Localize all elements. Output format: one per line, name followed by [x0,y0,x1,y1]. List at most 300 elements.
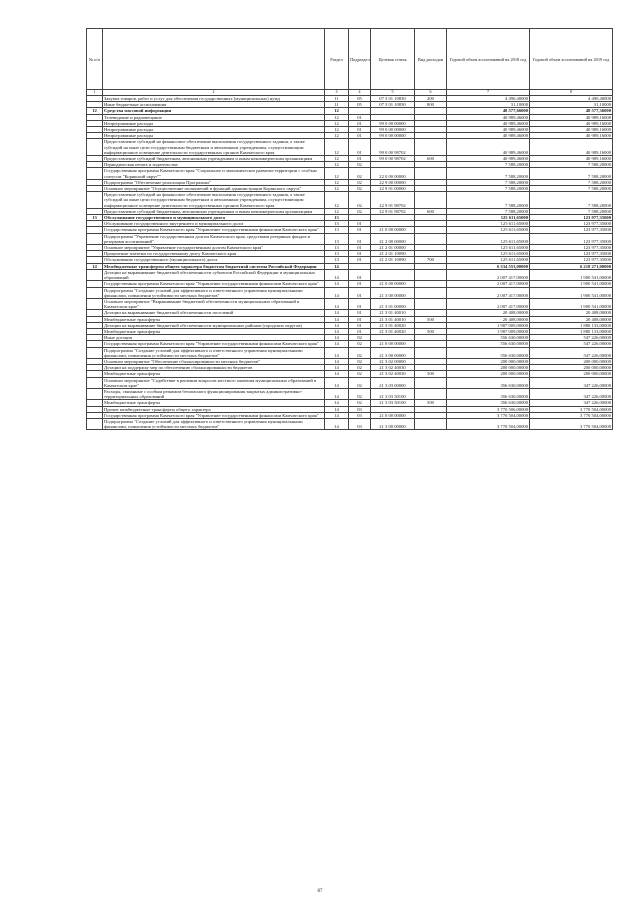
row-name: Государственная программа Камчатского края "Социальное и экономическое развитие территории с особым статусом "Корякский округ"" [103,168,325,179]
row-number [87,269,103,280]
row-vol-2019: 40 989,16000 [530,139,613,156]
row-vol-2019: 7 588,20000 [530,179,613,185]
row-name: Основное мероприятие "Выравнивание бюджетной обеспеченности муниципальных образований в Камчатском крае" [103,298,325,309]
row-subsection: 01 [349,257,371,263]
row-target: 21 3 02 40030 [371,371,415,377]
row-vol-2019: 3 770 504,00000 [530,412,613,418]
row-vol-2019: 123 977,35000 [530,221,613,227]
row-vol-2018: 7 588,20000 [447,186,530,192]
row-name: Дотации на выравнивание бюджетной обеспеченности поселений [103,310,325,316]
row-expense-type [415,287,447,298]
row-vol-2018: 1 987 009,00000 [447,322,530,328]
row-section: 12 [325,114,349,120]
row-subsection: 03 [349,406,371,412]
row-vol-2018: 40 989,46000 [447,120,530,126]
row-expense-type [415,192,447,209]
row-section: 13 [325,251,349,257]
row-target: 21 2 00 00000 [371,233,415,244]
row-section: 12 [325,133,349,139]
row-subsection: 02 [349,168,371,179]
row-number [87,347,103,358]
row-vol-2018: 1 987 009,00000 [447,328,530,334]
row-subsection: 03 [349,412,371,418]
row-subsection: 01 [349,221,371,227]
row-section: 14 [325,322,349,328]
row-section: 14 [325,341,349,347]
row-name: Межбюджетные трансферты [103,400,325,406]
table-row [87,347,613,358]
row-name: Подпрограмма "Управление государственным долгом Камчатского края, средствами резервных фондов и резервами ассигнований" [103,233,325,244]
table-header-row [87,29,613,90]
row-name: Основное мероприятие "Осуществление полномочий и функций администрации Корякского округа" [103,186,325,192]
row-expense-type: 500 [415,316,447,322]
row-target: 07 3 01 10830 [371,102,415,108]
row-section: 12 [325,192,349,209]
table-row [87,418,613,429]
row-vol-2019: 48 577,36000 [530,108,613,114]
row-subsection: 02 [349,162,371,168]
row-vol-2019: 3 770 504,00000 [530,406,613,412]
row-target: 22 9 00 00000 [371,179,415,185]
row-subsection: 01 [349,328,371,334]
column-number: 5 [371,90,415,96]
row-target: 22 9 01 00000 [371,186,415,192]
row-vol-2018: 2 007 417,00000 [447,287,530,298]
row-expense-type [415,139,447,156]
row-vol-2019: 40 989,16000 [530,120,613,126]
row-number [87,298,103,309]
row-vol-2019: 123 977,35000 [530,215,613,221]
row-section: 11 [325,96,349,102]
row-number: 13 [87,215,103,221]
row-name: Непрограммные расходы [103,133,325,139]
row-name: Государственная программа Камчатского края "Управление государственными финансами Камчатского края" [103,281,325,287]
row-subsection: 02 [349,186,371,192]
row-expense-type [415,298,447,309]
row-section: 14 [325,377,349,388]
row-vol-2019: 1 900 541,00000 [530,287,613,298]
row-target: 21 3 00 00000 [371,287,415,298]
row-vol-2018: 3 770 506,00000 [447,406,530,412]
row-subsection: 02 [349,179,371,185]
row-vol-2018: 20 408,00000 [447,310,530,316]
row-vol-2019: 347 226,00000 [530,388,613,399]
header-vol-2019: Годовой объем ассигнований на 2019 год [530,29,613,90]
row-subsection: 01 [349,233,371,244]
row-vol-2018: 40 989,46000 [447,114,530,120]
row-name: Прочие межбюджетные трансферты общего характера [103,406,325,412]
row-vol-2019: 1 900 541,00000 [530,281,613,287]
row-vol-2019: 20 408,00000 [530,316,613,322]
column-number: 8 [530,90,613,96]
row-vol-2019: 7 588,20000 [530,186,613,192]
row-target: 21 2 01 10090 [371,257,415,263]
row-target: 22 9 01 98702 [371,208,415,214]
row-vol-2019: 547 226,00000 [530,335,613,341]
row-subsection: 01 [349,114,371,120]
row-subsection: 01 [349,298,371,309]
row-name: Иные бюджетные ассигнования [103,102,325,108]
row-section: 13 [325,227,349,233]
row-vol-2019: 1 880 133,00000 [530,322,613,328]
row-name: Телевидение и радиовещание [103,114,325,120]
row-name: Дотации на поддержку мер по обеспечению сбалансированности бюджетов [103,365,325,371]
row-vol-2018: 40 989,46000 [447,127,530,133]
row-subsection: 02 [349,358,371,364]
row-vol-2018: 125 611,65000 [447,251,530,257]
row-subsection: 01 [349,251,371,257]
row-vol-2018: 200 000,00000 [447,365,530,371]
row-name: Подпрограмма "Создание условий для эффективного и ответственного управления муниципальными финансами, повышения устойчивости местных бюджетов" [103,287,325,298]
row-section: 14 [325,358,349,364]
table-row [87,298,613,309]
row-vol-2018: 31,10000 [447,102,530,108]
row-target: 21 0 00 00000 [371,281,415,287]
row-name: Подпрограмма "Создание условий для эффективного и ответственного управления муниципальными финансами, повышения устойчивости местных бюджетов" [103,347,325,358]
row-target: 21 3 01 40010 [371,316,415,322]
row-vol-2018: 125 611,65000 [447,227,530,233]
row-number: 14 [87,263,103,269]
row-vol-2019: 40 989,16000 [530,127,613,133]
row-subsection: 01 [349,133,371,139]
row-section: 12 [325,156,349,162]
row-subsection: 02 [349,208,371,214]
table-row [87,192,613,209]
row-vol-2018: 2 007 417,00000 [447,269,530,280]
row-vol-2018: 125 611,65000 [447,257,530,263]
row-subsection: 02 [349,388,371,399]
row-subsection: 01 [349,322,371,328]
row-expense-type [415,168,447,179]
row-name: Межбюджетные трансферты общего характера бюджетам бюджетной системы Российской Федерации [103,263,325,269]
row-target: 22 9 01 98702 [371,192,415,209]
row-number [87,139,103,156]
column-number: 3 [325,90,349,96]
row-vol-2019: 40 989,16000 [530,133,613,139]
row-vol-2019: 123 977,35000 [530,257,613,263]
row-section: 12 [325,127,349,133]
row-target: 21 3 03 50100 [371,388,415,399]
row-section: 14 [325,388,349,399]
row-name: Межбюджетные трансферты [103,371,325,377]
row-subsection: 01 [349,316,371,322]
row-vol-2019: 200 000,00000 [530,358,613,364]
row-name: Межбюджетные трансферты [103,316,325,322]
row-subsection: 01 [349,120,371,126]
row-vol-2019: 200 000,00000 [530,365,613,371]
row-target: 21 3 00 00000 [371,347,415,358]
row-vol-2019: 123 977,35000 [530,233,613,244]
row-name: Основное мероприятие "Управление государственным долгом Камчатского края" [103,245,325,251]
header-name [103,29,325,90]
column-number: 2 [103,90,325,96]
row-expense-type: 600 [415,208,447,214]
row-vol-2019: 4 490,40000 [530,96,613,102]
row-subsection: 02 [349,365,371,371]
row-target: 21 3 03 50100 [371,400,415,406]
row-vol-2018: 20 408,00000 [447,316,530,322]
row-subsection: 01 [349,287,371,298]
table-row [87,233,613,244]
row-name: Дотации на выравнивание бюджетной обеспеченности субъектов Российской Федерации и муниципальных образований [103,269,325,280]
row-name: Закупка товаров, работ и услуг для обеспечения государственных (муниципальных) нужд [103,96,325,102]
row-vol-2018: 356 630,00000 [447,377,530,388]
row-section: 12 [325,162,349,168]
row-name: Непрограммные расходы [103,127,325,133]
row-expense-type: 500 [415,328,447,334]
row-target: 99 0 00 00000 [371,120,415,126]
row-vol-2019: 7 588,20000 [530,168,613,179]
row-vol-2018: 200 000,00000 [447,358,530,364]
row-vol-2018: 2 007 417,00000 [447,281,530,287]
row-vol-2019: 1 880 133,00000 [530,328,613,334]
row-vol-2018: 125 611,65000 [447,245,530,251]
row-expense-type [415,269,447,280]
row-name: Расходы, связанные с особым режимом безопасного функционирования закрытых административно-территориальных образований [103,388,325,399]
row-vol-2018: 125 611,65000 [447,221,530,227]
row-subsection: 01 [349,281,371,287]
row-vol-2019: 40 989,16000 [530,156,613,162]
row-section: 13 [325,215,349,221]
row-name: Обслуживание государственного и муниципального долга [103,215,325,221]
row-subsection: 01 [349,127,371,133]
table-row [87,269,613,280]
row-name: Обслуживание государственного (муниципального) долга [103,257,325,263]
row-number [87,287,103,298]
row-vol-2018: 7 588,20000 [447,208,530,214]
row-target: 21 2 01 10090 [371,251,415,257]
column-number: 4 [349,90,371,96]
row-name: Основное мероприятие "Содействие в решении вопросов местного значения муниципальных образований в Камчатском крае" [103,377,325,388]
row-name: Дотации на выравнивание бюджетной обеспеченности муниципальных районов (городских округов) [103,322,325,328]
row-target: 21 3 02 40030 [371,365,415,371]
row-vol-2018: 356 630,00000 [447,400,530,406]
header-section: Раздел [325,29,349,90]
row-vol-2018: 556 630,00000 [447,347,530,358]
row-name: Предоставление субсидий бюджетным, автономным учреждениям и иным некоммерческим организациям [103,156,325,162]
table-row [87,139,613,156]
row-expense-type: 600 [415,156,447,162]
header-subsection: Подраздел [349,29,371,90]
row-expense-type: 500 [415,371,447,377]
row-vol-2018: 200 000,00000 [447,371,530,377]
row-target: 21 3 00 00000 [371,418,415,429]
row-vol-2018: 6 334 553,00000 [447,263,530,269]
row-section: 14 [325,335,349,341]
row-section: 14 [325,287,349,298]
table-body [87,96,613,430]
row-name: Основное мероприятие "Обеспечение сбалансированности местных бюджетов" [103,358,325,364]
row-target: 99 0 00 98702 [371,139,415,156]
row-section: 12 [325,186,349,192]
row-name: Иные дотации [103,335,325,341]
row-target: 99 0 00 00000 [371,127,415,133]
row-expense-type: 500 [415,400,447,406]
row-section: 14 [325,328,349,334]
header-expense-type: Вид расходов [415,29,447,90]
row-vol-2018: 48 577,66000 [447,108,530,114]
row-vol-2019: 123 977,35000 [530,245,613,251]
row-target [371,269,415,280]
row-vol-2018: 556 630,00000 [447,341,530,347]
row-section: 14 [325,281,349,287]
table-row [87,168,613,179]
row-vol-2019: 20 408,00000 [530,310,613,316]
row-target: 21 0 00 00000 [371,341,415,347]
header-no: № п/п [87,29,103,90]
table-row [87,388,613,399]
page-number: 87 [317,889,323,894]
row-number [87,377,103,388]
row-vol-2018: 2 007 417,00000 [447,298,530,309]
row-section: 14 [325,298,349,309]
row-subsection: 03 [349,418,371,429]
row-vol-2019: 547 226,00000 [530,341,613,347]
row-vol-2019: 40 989,16000 [530,114,613,120]
column-number: 6 [415,90,447,96]
row-name: Периодическая печать и издательства [103,162,325,168]
row-vol-2019: 547 226,00000 [530,347,613,358]
row-section: 14 [325,263,349,269]
row-section: 12 [325,120,349,126]
row-vol-2019: 7 588,20000 [530,162,613,168]
row-target: 21 3 01 40020 [371,322,415,328]
row-vol-2019: 347 226,00000 [530,377,613,388]
row-expense-type: 800 [415,102,447,108]
column-number: 1 [87,90,103,96]
row-subsection: 02 [349,400,371,406]
row-name: Подпрограмма "Создание условий для эффективного и ответственного управления муниципальными финансами, повышения устойчивости местных бюджетов" [103,418,325,429]
row-section: 14 [325,406,349,412]
row-number [87,168,103,179]
row-vol-2019: 123 977,35000 [530,227,613,233]
row-vol-2018: 40 989,46000 [447,156,530,162]
row-vol-2018: 556 630,00000 [447,335,530,341]
row-section: 13 [325,221,349,227]
row-vol-2018: 3 770 504,00000 [447,418,530,429]
row-target: 22 0 00 00000 [371,168,415,179]
row-section: 12 [325,208,349,214]
row-target: 21 3 01 40020 [371,328,415,334]
row-expense-type: 700 [415,257,447,263]
row-expense-type [415,233,447,244]
row-name: Предоставление субсидий на финансовое обеспечение выполнения государственного задания, а также субсидий на иные цели государственным бюджетным и автономным учреждениям, осуществляющим информационное освещение деятельности государственных органов Камчатского края [103,192,325,209]
row-name: Непрограммные расходы [103,120,325,126]
row-section: 14 [325,310,349,316]
row-number: 12 [87,108,103,114]
row-section: 14 [325,371,349,377]
row-expense-type [415,388,447,399]
row-vol-2019: 31,10000 [530,102,613,108]
row-subsection: 01 [349,269,371,280]
row-vol-2019: 7 588,20000 [530,208,613,214]
row-section: 12 [325,168,349,179]
row-target: 07 3 01 10830 [371,96,415,102]
row-expense-type [415,347,447,358]
row-number [87,192,103,209]
row-section: 12 [325,139,349,156]
header-vol-2018: Годовой объем ассигнований на 2018 год [447,29,530,90]
row-section: 12 [325,179,349,185]
row-name: Подпрограмма "Обеспечение реализации Программы" [103,179,325,185]
row-name: Обслуживание государственного внутреннего и муниципального долга [103,221,325,227]
row-vol-2019: 6 218 271,00000 [530,263,613,269]
row-name: Предоставление субсидий на финансовое обеспечение выполнения государственного задания, а также субсидий на иные цели государственным бюджетным и автономным учреждениям, осуществляющим информационное освещение деятельности государственных органов Камчатского края [103,139,325,156]
row-expense-type [415,377,447,388]
row-subsection: 02 [349,347,371,358]
row-vol-2018: 7 588,20000 [447,162,530,168]
row-subsection: 01 [349,227,371,233]
row-vol-2018: 125 611,65000 [447,215,530,221]
row-vol-2018: 3 770 504,00000 [447,412,530,418]
row-vol-2019: 3 770 504,00000 [530,418,613,429]
row-name: Межбюджетные трансферты [103,328,325,334]
row-subsection: 01 [349,310,371,316]
row-target: 21 3 03 00000 [371,377,415,388]
row-vol-2019: 1 900 541,00000 [530,269,613,280]
row-number [87,418,103,429]
column-number: 7 [447,90,530,96]
row-section: 13 [325,233,349,244]
row-vol-2019: 347 226,00000 [530,400,613,406]
row-name: Средства массовой информации [103,108,325,114]
row-target: 21 3 02 00000 [371,358,415,364]
row-subsection: 01 [349,139,371,156]
row-section: 14 [325,365,349,371]
row-subsection: 02 [349,377,371,388]
row-section: 14 [325,412,349,418]
row-section: 13 [325,245,349,251]
row-name: Государственная программа Камчатского края "Управление государственными финансами Камчатского края" [103,412,325,418]
row-section: 11 [325,102,349,108]
row-section: 14 [325,269,349,280]
row-section: 14 [325,418,349,429]
budget-table [86,28,613,430]
row-vol-2018: 7 588,20000 [447,192,530,209]
row-name: Государственная программа Камчатского края "Управление государственными финансами Камчатского края" [103,341,325,347]
row-vol-2018: 4 490,40000 [447,96,530,102]
row-subsection: 02 [349,192,371,209]
row-subsection: 02 [349,371,371,377]
row-vol-2019: 200 000,00000 [530,371,613,377]
row-number [87,233,103,244]
row-name: Предоставление субсидий бюджетным, автономным учреждениям и иным некоммерческим организациям [103,208,325,214]
table-row [87,287,613,298]
row-subsection: 05 [349,102,371,108]
row-section: 14 [325,316,349,322]
row-section: 14 [325,347,349,358]
row-subsection: 01 [349,245,371,251]
row-section: 12 [325,108,349,114]
row-vol-2018: 125 611,65000 [447,233,530,244]
row-target: 21 2 01 00000 [371,245,415,251]
row-section: 13 [325,257,349,263]
row-vol-2019: 1 900 541,00000 [530,298,613,309]
row-subsection: 01 [349,156,371,162]
row-vol-2018: 7 588,20000 [447,179,530,185]
row-vol-2018: 40 989,46000 [447,133,530,139]
row-section: 14 [325,400,349,406]
row-subsection: 02 [349,341,371,347]
row-expense-type: 200 [415,96,447,102]
row-target: 21 0 00 00000 [371,412,415,418]
row-target: 21 0 00 00000 [371,227,415,233]
row-number [87,388,103,399]
row-vol-2019: 7 588,20000 [530,192,613,209]
row-target: 99 0 00 00000 [371,133,415,139]
row-subsection: 02 [349,335,371,341]
row-name: Государственная программа Камчатского края "Управление государственными финансами Камчатского края" [103,227,325,233]
